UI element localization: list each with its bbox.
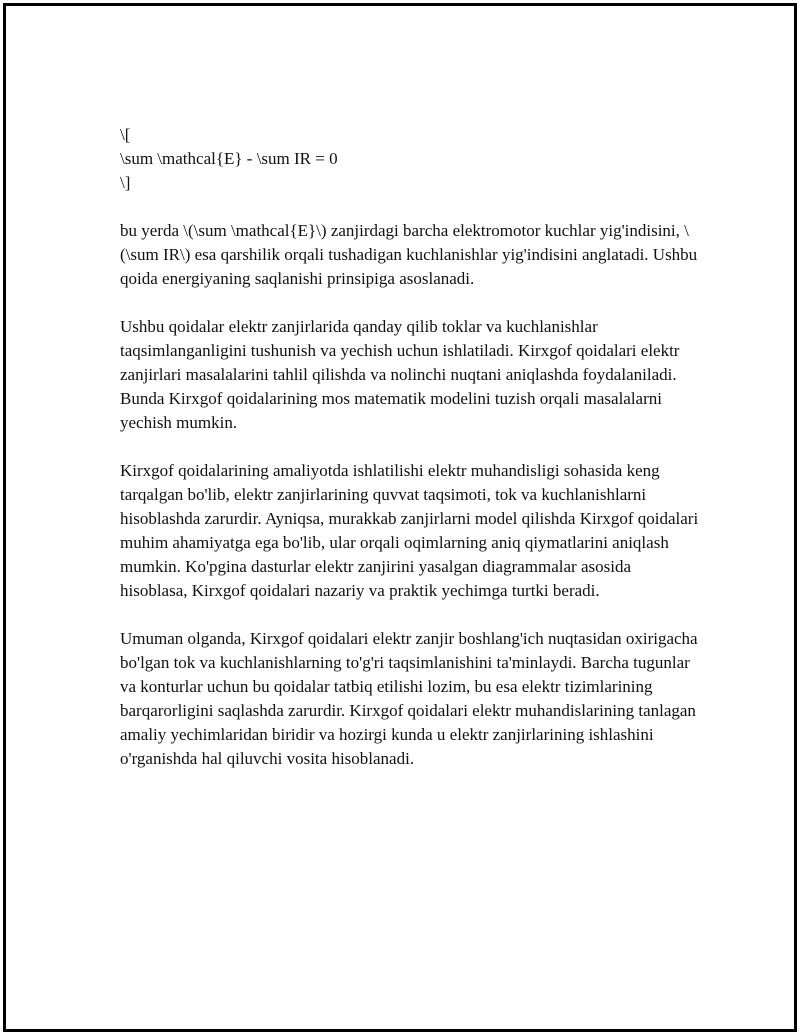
paragraph-rules-usage: Ushbu qoidalar elektr zanjirlarida qanday qilib toklar va kuchlanishlar taqsimlanganligini tushunish va yechish uchun ishlatiladi. Kirxgof qoidalari elektr zanjirlari masalalarini tahlil qilishda va nolinchi nuqtani aniqlashda foydalaniladi. Bunda Kirxgof qoidalarining mos matematik modelini tuzish orqali masalalarni yechish mumkin. <box>120 317 680 432</box>
formula-close-delimiter: \] <box>120 173 131 192</box>
paragraph-practical-application: Kirxgof qoidalarining amaliyotda ishlatilishi elektr muhandisligi sohasida keng tarqalgan bo'lib, elektr zanjirlarining quvvat taqsimoti, tok va kuchlanishlarni hisoblashda zarurdir. Ayniqsa, murakkab zanjirlarni model qilishda Kirxgof qoidalari muhim ahamiyatga ega bo'lib, ular orqali oqimlarning aniq qiymatlarini aniqlash mumkin. Ko'pgina dasturlar elektr zanjirini yasalgan diagrammalar asosida hisoblasa, Kirxgof qoidalari nazariy va praktik yechimga turtki beradi. <box>120 461 699 600</box>
formula-expression: \sum \mathcal{E} - \sum IR = 0 <box>120 149 338 168</box>
formula-open-delimiter: \[ <box>120 125 131 144</box>
page-frame <box>3 3 797 1032</box>
paragraph-formula-explanation: bu yerda \(\sum \mathcal{E}\) zanjirdagi barcha elektromotor kuchlar yig'indisini, \(\sum IR\) esa qarshilik orqali tushadigan kuchlanishlar yig'indisini anglatadi. Ushbu qoida energiyaning saqlanishi prinsipiga asoslanadi. <box>120 221 698 288</box>
formula-block <box>120 123 700 195</box>
document-body <box>120 123 700 795</box>
paragraph-conclusion: Umuman olganda, Kirxgof qoidalari elektr zanjir boshlang'ich nuqtasidan oxirigacha bo'lgan tok va kuchlanishlarning to'g'ri taqsimlanishini ta'minlaydi. Barcha tugunlar va konturlar uchun bu qoidalar tatbiq etilishi lozim, bu esa elektr tizimlarining barqarorligini saqlashda zarurdir. Kirxgof qoidalari elektr muhandislarining tanlagan amaliy yechimlaridan biridir va hozirgi kunda u elektr zanjirlarining ishlashini o'rganishda hal qiluvchi vosita hisoblanadi. <box>120 629 698 768</box>
